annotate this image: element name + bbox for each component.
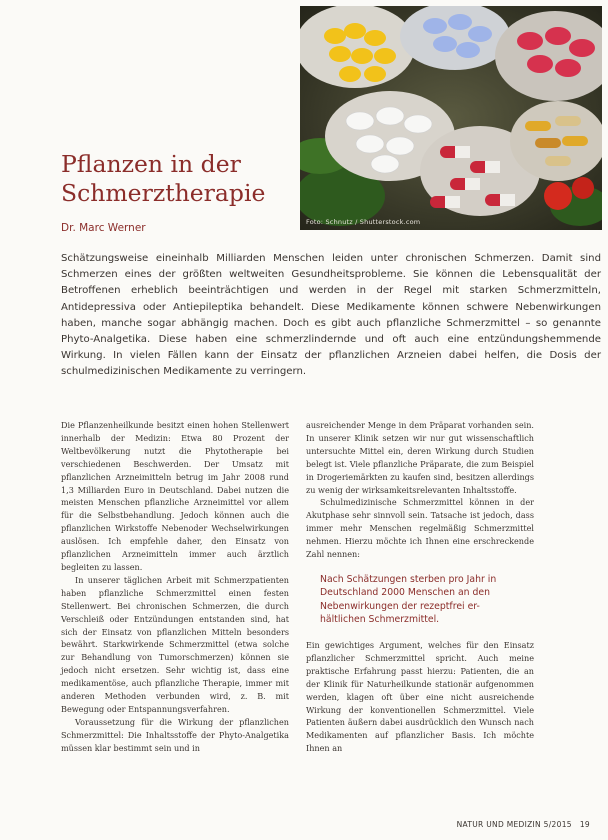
article-photo bbox=[300, 6, 602, 230]
body-paragraph: ausreichender Menge in dem Präparat vorhanden sein. In unserer Klinik setzen wir nur gut wissenschaftlich untersuchte Mittel ein, deren Wirkung durch Studien belegt ist. Viele pflanzliche Präparate, die zum Beispiel in Drogeriemärkten zu kaufen sind, besitzen allerdings zu wenig der wirksamkeitsrelevanten Inhaltsstoffe. bbox=[306, 420, 534, 495]
body-paragraph: Ein gewichtiges Argument, welches für den Einsatz pflanzlicher Schmerzmittel spricht. Auch meine praktische Erfahrung passt hierzu: Patienten, die an der Klinik für Naturheilkunde stationär aufgenommen werden, klagen oft über eine nicht ausreichende Wirkung der konventionellen Schmerzmittel. Viele Patienten äußern dabei ausdrücklich den Wunsch nach Medikamenten auf pflanzlicher Basis. Ich möchte Ihnen an bbox=[306, 639, 534, 754]
article-lead: Schätzungsweise eineinhalb Milliarden Menschen leiden unter chronischen Schmerzen. Damit sind Schmerzen eines der größten weltweiten Gesundheitsprobleme. Sie können die Lebensqualität der Betroffenen erheblich beeinträchtigen und werden in der Regel mit starken Schmerzmitteln, Antidepressiva oder Antiepileptika behandelt. Diese Medikamente können schwere Nebenwirkungen haben, manche sogar abhängig machen. Doch es gibt auch pflanzliche Schmerzmittel – so genannte Phyto-Analgetika. Diese haben eine schmerzlindernde und oft auch eine entzündungshemmende Wirkung. In vielen Fällen kann der Einsatz der pflanzlichen Arzneien dabei helfen, die Dosis der schulmedizinischen Medikamente zu verringern. bbox=[61, 253, 601, 378]
publication-name: NATUR UND MEDIZIN 5/2015 bbox=[456, 820, 572, 829]
pull-quote-line: Nach Schätzungen sterben pro Jahr in bbox=[320, 573, 497, 585]
page-number: 19 bbox=[579, 820, 590, 829]
photo-credit: Foto: Schnutz / Shutterstock.com bbox=[306, 218, 421, 226]
pull-quote-line: hältlichen Schmerzmittel. bbox=[320, 614, 440, 626]
body-paragraph: Voraussetzung für die Wirkung der pflanzlichen Schmerzmittel: Die Inhaltsstoffe der Phyto-Analgetika müssen klar bestimmt sein und in bbox=[61, 716, 289, 753]
body-paragraph: In unserer täglichen Arbeit mit Schmerzpatienten haben pflanzliche Schmerzmittel einen festen Stellenwert. Bei chronischen Schmerzen, die durch Verschleiß oder Entzündungen entstanden sind, hat sich der Einsatz von pflanzlichen Mitteln besonders bewährt. Starkwirkende Schmerzmittel (etwa solche zur Behandlung von Tumorschmerzen) können sie jedoch nicht ersetzen. Sehr wichtig ist, dass eine medikamentöse, auch pflanzliche Therapie, immer mit anderen Methoden verbunden wird, z. B. mit Bewegung oder Entspannungsverfahren. bbox=[61, 574, 289, 714]
body-paragraph: Schulmedizinische Schmerzmittel können in der Akutphase sehr sinnvoll sein. Tatsache ist jedoch, dass immer mehr Menschen regelmäßig Schmerzmittel nehmen. Hierzu möchte ich Ihnen eine erschreckende Zahl nennen: bbox=[306, 497, 534, 560]
article-author: Dr. Marc Werner bbox=[61, 222, 146, 234]
body-column-right bbox=[306, 419, 534, 755]
pull-quote-line: Deutschland 2000 Menschen an den bbox=[320, 587, 491, 599]
article-title: Pflanzen in der Schmerztherapie bbox=[61, 150, 266, 207]
page-footer bbox=[457, 820, 590, 829]
body-column-left bbox=[61, 419, 289, 755]
pull-quote bbox=[306, 573, 534, 627]
pills-illustration bbox=[300, 6, 602, 230]
body-paragraph: Die Pflanzenheilkunde besitzt einen hohen Stellenwert innerhalb der Medizin: Etwa 80 Prozent der Weltbevölkerung nutzt die Phytotherapie bei verschiedenen Beschwerden. Der Umsatz mit pflanzlichen Arzneimitteln betrug im Jahr 2008 rund 1,3 Milliarden Euro in Deutschland. Dabei nutzen die meisten Menschen pflanzliche Arzneimittel vor allem für die Selbstbehandlung. Jedoch können auch die pflanzlichen Wirkstoffe Nebenoder Wechselwirkungen auslösen. Ich empfehle daher, den Einsatz von pflanzlichen Arzneimitteln immer auch ärztlich begleiten zu lassen. bbox=[61, 420, 289, 572]
pull-quote-line: Nebenwirkungen der rezeptfrei er- bbox=[320, 600, 480, 612]
